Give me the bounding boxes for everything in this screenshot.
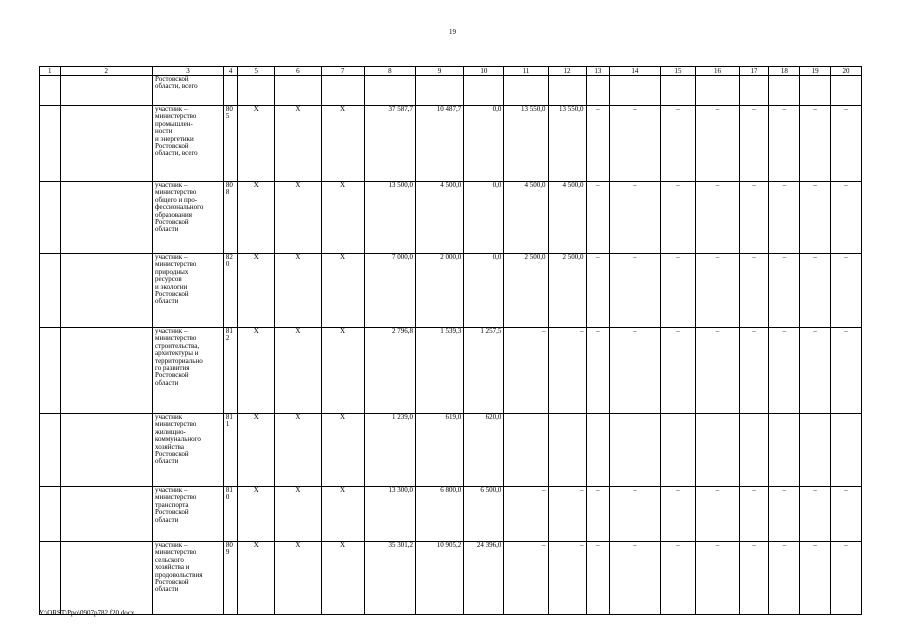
header-cell: 6 [275, 67, 321, 76]
table-cell: – [800, 182, 831, 254]
table-cell [586, 414, 610, 487]
table-cell [610, 414, 660, 487]
table-cell [464, 76, 504, 106]
table-cell: – [769, 487, 800, 542]
table-cell [800, 76, 831, 106]
header-cell: 16 [696, 67, 739, 76]
header-cell: 8 [364, 67, 415, 76]
table-cell [60, 487, 152, 542]
header-cell: 15 [660, 67, 696, 76]
table-cell: 13 550,0 [504, 106, 548, 182]
table-cell [321, 76, 364, 106]
table-row [40, 254, 862, 328]
table-cell: Х [275, 182, 321, 254]
table-cell: – [769, 254, 800, 328]
header-cell: 18 [769, 67, 800, 76]
table-cell: Х [275, 106, 321, 182]
table-cell: – [696, 254, 739, 328]
table-cell [60, 76, 152, 106]
table-cell: – [586, 106, 610, 182]
table-cell: – [739, 254, 769, 328]
table-cell [60, 254, 152, 328]
page-number: 19 [449, 28, 456, 36]
table-cell: 10 487,7 [416, 106, 464, 182]
table-cell: Х [321, 254, 364, 328]
header-cell: 9 [416, 67, 464, 76]
table-cell: 620,0 [464, 414, 504, 487]
table-cell: 4 500,0 [504, 182, 548, 254]
table-cell: – [548, 487, 586, 542]
table-cell: – [831, 542, 862, 615]
table-cell [660, 76, 696, 106]
table-row [40, 414, 862, 487]
table-cell: 6 500,0 [464, 487, 504, 542]
header-cell: 1 [40, 67, 61, 76]
table-cell: – [610, 542, 660, 615]
table-cell [586, 76, 610, 106]
table-cell [60, 328, 152, 414]
table-cell: 810 [223, 487, 237, 542]
table-cell: 2 500,0 [548, 254, 586, 328]
file-path-footer: Y:\ORST\Ppo\0907p782.f20.docx [39, 609, 135, 617]
table-cell [504, 414, 548, 487]
table-cell: – [610, 328, 660, 414]
table-cell: Х [321, 106, 364, 182]
table-cell: 2 000,0 [416, 254, 464, 328]
header-cell: 14 [610, 67, 660, 76]
table-cell: 13 500,0 [364, 182, 415, 254]
table-cell: участник – министерство транспорта Ростовской области [153, 487, 224, 542]
table-cell: Х [238, 254, 275, 328]
table-cell: – [800, 254, 831, 328]
table-cell: участник – министерство сельского хозяйства и продовольствия Ростовской области [153, 542, 224, 615]
table-cell: – [831, 182, 862, 254]
table-cell: – [800, 487, 831, 542]
table-cell: 805 [223, 106, 237, 182]
table-cell: – [831, 328, 862, 414]
table-cell: – [660, 106, 696, 182]
table-cell: – [610, 182, 660, 254]
table-cell: 2 796,8 [364, 328, 415, 414]
table-cell: 1 257,5 [464, 328, 504, 414]
table-cell: Х [238, 328, 275, 414]
table-cell [40, 106, 61, 182]
table-cell: – [586, 254, 610, 328]
table-cell [416, 76, 464, 106]
table-cell: Х [321, 487, 364, 542]
table-cell: – [610, 487, 660, 542]
table-cell: 809 [223, 542, 237, 615]
header-cell: 13 [586, 67, 610, 76]
table-cell [60, 106, 152, 182]
table-cell: 13 300,0 [364, 487, 415, 542]
table-row [40, 76, 862, 106]
table-cell [40, 414, 61, 487]
header-cell: 7 [321, 67, 364, 76]
table-cell: Х [275, 487, 321, 542]
table-cell: – [696, 542, 739, 615]
table-cell: – [769, 182, 800, 254]
table-cell: – [610, 106, 660, 182]
table-cell: 24 396,0 [464, 542, 504, 615]
table-cell: – [504, 487, 548, 542]
table-cell: – [660, 182, 696, 254]
table-cell [60, 542, 152, 615]
table-cell [40, 254, 61, 328]
table-row [40, 328, 862, 414]
table-cell [60, 182, 152, 254]
table-cell [40, 542, 61, 615]
table-cell: 811 [223, 414, 237, 487]
table-cell: – [800, 106, 831, 182]
header-cell: 4 [223, 67, 237, 76]
table-cell: участник – министерство промышлен- ности и энергетики Ростовской области, всего [153, 106, 224, 182]
budget-table [39, 66, 862, 615]
table-cell: Х [238, 487, 275, 542]
table-cell [769, 76, 800, 106]
table-cell: 10 905,2 [416, 542, 464, 615]
table-cell: – [660, 254, 696, 328]
table-cell: 808 [223, 182, 237, 254]
table-cell [504, 76, 548, 106]
table-cell: 2 500,0 [504, 254, 548, 328]
table-cell: 820 [223, 254, 237, 328]
table-cell: – [739, 106, 769, 182]
header-cell: 17 [739, 67, 769, 76]
table-cell [40, 487, 61, 542]
table-cell: участник – министерство природных ресурсов и экологии Ростовской области [153, 254, 224, 328]
table-cell: Х [275, 254, 321, 328]
table-cell: – [739, 182, 769, 254]
table-cell: Х [321, 182, 364, 254]
table-row [40, 106, 862, 182]
table-cell: – [660, 542, 696, 615]
budget-table-body [40, 67, 862, 615]
table-cell [831, 76, 862, 106]
header-cell: 3 [153, 67, 224, 76]
header-cell: 11 [504, 67, 548, 76]
table-cell: – [800, 328, 831, 414]
header-cell: 10 [464, 67, 504, 76]
table-cell: Х [275, 414, 321, 487]
table-cell: 37 587,7 [364, 106, 415, 182]
table-cell: – [831, 254, 862, 328]
table-cell [800, 414, 831, 487]
table-cell: 35 301,2 [364, 542, 415, 615]
table-row [40, 487, 862, 542]
table-cell [831, 414, 862, 487]
table-cell: – [696, 106, 739, 182]
header-cell: 20 [831, 67, 862, 76]
table-cell: – [800, 542, 831, 615]
table-cell [223, 76, 237, 106]
table-cell: Х [238, 182, 275, 254]
table-cell: – [610, 254, 660, 328]
table-cell: – [769, 106, 800, 182]
table-cell: Х [238, 414, 275, 487]
table-cell: – [548, 542, 586, 615]
table-cell [548, 76, 586, 106]
table-cell: – [586, 542, 610, 615]
table-cell: – [586, 182, 610, 254]
table-cell: Х [238, 106, 275, 182]
table-cell [40, 76, 61, 106]
table-cell [660, 414, 696, 487]
table-cell: – [504, 328, 548, 414]
table-cell: – [660, 487, 696, 542]
table-cell: – [696, 487, 739, 542]
table-cell: 4 500,0 [416, 182, 464, 254]
table-cell: – [831, 106, 862, 182]
table-cell: – [739, 487, 769, 542]
table-cell: Х [321, 414, 364, 487]
table-cell: 13 550,0 [548, 106, 586, 182]
table-cell [769, 414, 800, 487]
table-cell: – [548, 328, 586, 414]
header-cell: 5 [238, 67, 275, 76]
table-cell: участник – министерство строительства, архитектуры и территориально го развития Ростовской области [153, 328, 224, 414]
table-cell: – [696, 328, 739, 414]
table-cell: Ростовской области, всего [153, 76, 224, 106]
table-cell [60, 414, 152, 487]
table-cell [739, 76, 769, 106]
table-cell: Х [321, 328, 364, 414]
header-row [40, 67, 862, 76]
table-cell: 812 [223, 328, 237, 414]
table-cell: 0,0 [464, 106, 504, 182]
header-cell: 2 [60, 67, 152, 76]
table-cell: Х [321, 542, 364, 615]
table-cell [548, 414, 586, 487]
table-cell [739, 414, 769, 487]
table-row [40, 542, 862, 615]
table-cell: 4 500,0 [548, 182, 586, 254]
table-cell: Х [275, 542, 321, 615]
table-cell: – [769, 542, 800, 615]
table-cell [238, 76, 275, 106]
table-cell: Х [275, 328, 321, 414]
table-row [40, 182, 862, 254]
table-cell: – [739, 542, 769, 615]
table-cell: – [739, 328, 769, 414]
table-cell [610, 76, 660, 106]
table-cell [40, 328, 61, 414]
table-cell [696, 76, 739, 106]
table-cell: 1 539,3 [416, 328, 464, 414]
table-cell: 7 000,0 [364, 254, 415, 328]
table-cell: 619,0 [416, 414, 464, 487]
table-cell [696, 414, 739, 487]
header-cell: 19 [800, 67, 831, 76]
table-cell: 1 239,0 [364, 414, 415, 487]
table-cell: Х [238, 542, 275, 615]
table-cell: – [586, 328, 610, 414]
table-cell: – [660, 328, 696, 414]
table-cell: 0,0 [464, 254, 504, 328]
table-cell [40, 182, 61, 254]
table-cell: – [769, 328, 800, 414]
table-cell: – [504, 542, 548, 615]
table-cell: участник – министерство общего и про- фессионального образования Ростовской области [153, 182, 224, 254]
table-cell [364, 76, 415, 106]
table-cell: 6 800,0 [416, 487, 464, 542]
header-cell: 12 [548, 67, 586, 76]
table-cell: – [696, 182, 739, 254]
table-cell: – [831, 487, 862, 542]
table-cell: – [586, 487, 610, 542]
table-cell [275, 76, 321, 106]
table-cell: участник министерство жилищно- коммунального хозяйства Ростовской области [153, 414, 224, 487]
table-cell: 0,0 [464, 182, 504, 254]
